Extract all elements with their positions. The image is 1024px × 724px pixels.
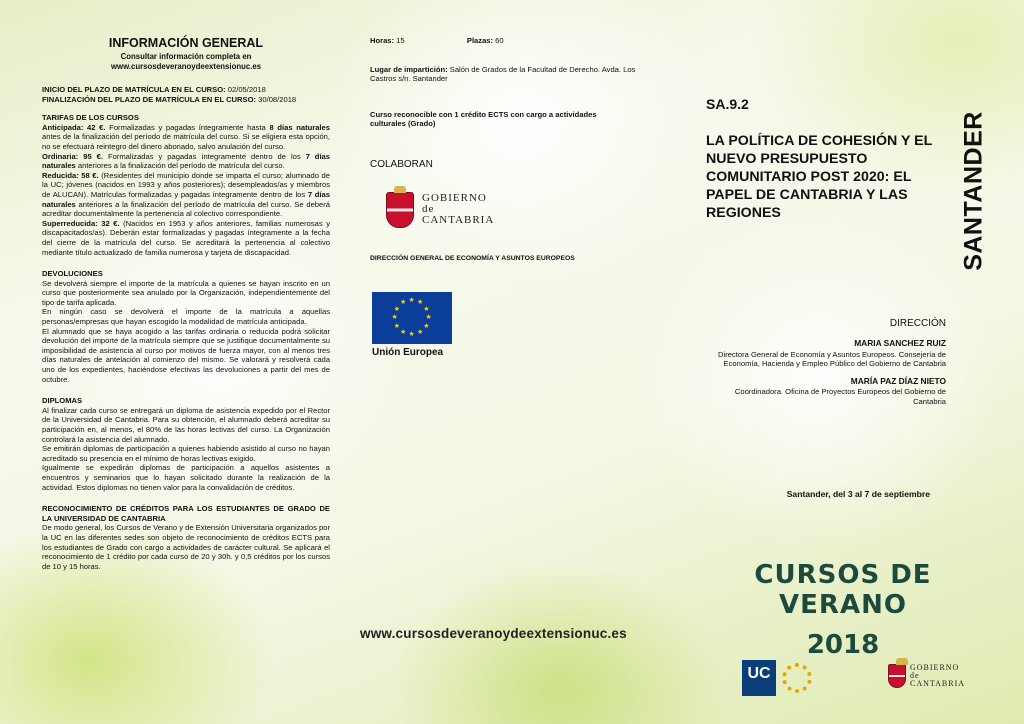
tarifa-anticipada: Anticipada: 42 €. Formalizadas y pagadas íntegramente hasta 8 días naturales antes de la finalización del período de matrícula del curso. Si se eligiera esta opción, no se efectuará reintegro del dinero abonado, salvo anulación del curso. bbox=[42, 122, 330, 151]
details-column bbox=[370, 36, 660, 358]
info-title: INFORMACIÓN GENERAL bbox=[108, 36, 264, 50]
eu-logo bbox=[372, 292, 660, 358]
lugar-label: Lugar de impartición: bbox=[370, 64, 448, 74]
eu-star-icon: ★ bbox=[425, 314, 432, 322]
diplomas-section bbox=[42, 396, 330, 492]
shield-icon bbox=[386, 192, 414, 228]
end-date-value: 30/08/2018 bbox=[256, 94, 297, 104]
course-code: SA.9.2 bbox=[706, 96, 749, 112]
location-vertical-text: SANTANDER bbox=[959, 111, 988, 271]
devoluciones-p1: Se devolverá siempre el importe de la matrícula a quienes se hayan inscrito en un curso que posteriormente sea anulado por la Organización, independientemente del tipo de tarifa aplicada. bbox=[42, 278, 330, 307]
course-title: LA POLÍTICA DE COHESIÓN Y EL NUEVO PRESUPUESTO COMUNITARIO POST 2020: EL PAPEL DE CANTABRIA Y LAS REGIONES bbox=[706, 133, 932, 221]
eu-star-icon: ★ bbox=[393, 322, 401, 330]
eu-star-icon: ★ bbox=[391, 314, 398, 322]
eu-star-icon: ★ bbox=[400, 328, 407, 336]
eu-star-icon: ★ bbox=[417, 328, 424, 336]
footer-website[interactable]: www.cursosdeveranoydeextensionuc.es bbox=[360, 626, 627, 641]
gobierno-cantabria-logo bbox=[386, 192, 660, 228]
horas-value: 15 bbox=[394, 36, 405, 45]
gobierno-small-line2: de bbox=[910, 671, 920, 680]
gobierno-small-logo bbox=[888, 664, 965, 688]
general-info-column bbox=[42, 36, 330, 571]
cursos-title: CURSOS DE VERANO bbox=[754, 560, 932, 620]
director-2-name: MARÍA PAZ DÍAZ NIETO bbox=[850, 375, 946, 386]
director-2-role: Coordinadora. Oficina de Proyectos Europeos del Gobierno de Cantabria bbox=[734, 387, 946, 406]
eu-star-icon: ★ bbox=[408, 331, 415, 339]
ects-note: Curso reconocible con 1 crédito ECTS con cargo a actividades culturales (Grado) bbox=[370, 109, 597, 129]
start-date-label: INICIO DEL PLAZO DE MATRÍCULA EN EL CURSO: bbox=[42, 85, 226, 94]
director-1-role: Directora General de Economía y Asuntos Europeos. Consejería de Economía, Hacienda y Empleo Público del Gobierno de Cantabria bbox=[718, 349, 946, 369]
reconocimiento-p1: De modo general, los Cursos de Verano y de Extensión Universitaria organizados por la UC en las diferentes sedes son objeto de reconocimiento de créditos ECTS para los estudiantes de Grado con cargo a actividades de carácter cultural. Se aplicará el reconocimiento de 1 crédito por cada curso de 20 y 30h. y 0,5 créditos por los cursos de 10 y 15 horas. bbox=[42, 523, 330, 571]
diplomas-p1: Al finalizar cada curso se entregará un diploma de asistencia expedido por el Rector de la Universidad de Cantabria. Para su obtención, el alumnado deberá acreditar su participación en, al menos, el 80% de las horas lectivas del curso. La Organización controlará la asistencia del alumnado. bbox=[42, 405, 330, 444]
gobierno-line2: de bbox=[422, 203, 435, 216]
info-website[interactable]: www.cursosdeveranoydeextensionuc.es bbox=[110, 62, 262, 71]
eu-star-icon: ★ bbox=[423, 322, 430, 330]
diplomas-p2: Se emitirán diplomas de participación a quienes habiendo asistido al curso no hayan acreditado su presencia en el mínimo de horas lectivas exigido. bbox=[42, 444, 330, 463]
reconocimiento-heading: RECONOCIMIENTO DE CRÉDITOS PARA LOS ESTUDIANTES DE GRADO DE LA UNIVERSIDAD DE CANTABRIA bbox=[42, 504, 330, 523]
enrolment-dates bbox=[42, 85, 330, 104]
direccion-general: DIRECCIÓN GENERAL DE ECONOMÍA Y ASUNTOS EUROPEOS bbox=[370, 254, 575, 262]
cursos-year: 2018 bbox=[806, 630, 880, 660]
tarifa-ordinaria: Ordinaria: 95 €. Formalizadas y pagadas íntegramente dentro de los 7 días naturales anteriores a la finalización del período de matrícula del curso. bbox=[42, 151, 331, 171]
direccion-label: DIRECCIÓN bbox=[889, 318, 946, 329]
lugar-value: Salón de Grados de la Facultad de Derecho. Avda. Los Castros s/n. Santander bbox=[370, 64, 636, 84]
gobierno-line1: GOBIERNO bbox=[422, 192, 487, 205]
location-vertical bbox=[944, 96, 1004, 286]
course-column bbox=[706, 96, 946, 222]
reconocimiento-section bbox=[42, 504, 330, 571]
uc-logos bbox=[742, 660, 812, 696]
eu-flag-icon bbox=[372, 292, 452, 344]
diplomas-p3: Igualmente se expedirán diplomas de participación a aquellos asistentes a encuentros y seminarios que lo hayan solicitado durante la realización de la actividad. Estos diplomas no tienen valor para la convalidación de créditos. bbox=[42, 463, 330, 492]
end-date-label: FINALIZACIÓN DEL PLAZO DE MATRÍCULA EN EL CURSO: bbox=[42, 94, 257, 104]
diplomas-heading: DIPLOMAS bbox=[42, 396, 83, 406]
director-1-name: MARIA SANCHEZ RUIZ bbox=[854, 338, 946, 348]
gobierno-small-line1: GOBIERNO bbox=[910, 663, 960, 672]
info-subtitle-line1: Consultar información completa en bbox=[120, 52, 252, 61]
sun-icon bbox=[782, 663, 812, 693]
eu-star-icon: ★ bbox=[393, 305, 401, 313]
gobierno-small-line3: CANTABRIA bbox=[910, 679, 966, 688]
horas-label: Horas: bbox=[370, 36, 395, 45]
gobierno-line3: CANTABRIA bbox=[422, 214, 495, 227]
devoluciones-p2: En ningún caso se devolverá el importe de la matrícula a aquellas personas/empresas que hayan escogido la modalidad de matrícula anticipada. bbox=[42, 307, 330, 327]
plazas-value: 60 bbox=[493, 36, 504, 45]
eu-star-icon: ★ bbox=[423, 305, 430, 313]
tarifas-section bbox=[42, 113, 330, 257]
devoluciones-heading: DEVOLUCIONES bbox=[42, 269, 103, 279]
venue bbox=[370, 65, 655, 84]
devoluciones-section bbox=[42, 269, 330, 384]
start-date-value: 02/05/2018 bbox=[225, 85, 266, 94]
info-subtitle bbox=[42, 52, 330, 72]
colaboran-label: COLABORAN bbox=[370, 158, 433, 170]
tarifa-reducida: Reducida: 58 €. (Residentes del municipio donde se imparta el curso; alumnado de la UC; jóvenes (nacidos en 1993 y años posteriores); desempleados/as y miembros de ALUCAN). Matrículas formalizadas y pagadas íntegramente dentro de los 7 días naturales anteriores a la finalización del período de matrícula del curso. Se deberá acreditar documentalmente la pertenencia al colectivo correspondiente. bbox=[42, 170, 330, 219]
plazas-label: Plazas: bbox=[466, 36, 494, 45]
uc-logo: UC bbox=[742, 660, 776, 696]
union-europea-label: Unión Europea bbox=[372, 346, 444, 358]
direction-block bbox=[690, 318, 946, 407]
eu-star-icon: ★ bbox=[400, 299, 407, 307]
eu-star-icon: ★ bbox=[408, 297, 415, 305]
tarifa-superreducida: Superreducida: 32 €. (Nacidos en 1953 y años anteriores, familias numerosas y discapacitados/as). Deberán estar formalizadas y pagadas íntegramente a la fecha del cierre de la matrícula del curso. Se acreditará la pertenencia al colectivo mediante título actualizado de familia numerosa y tarjeta de discapacidad. bbox=[42, 218, 330, 257]
course-dates: Santander, del 3 al 7 de septiembre bbox=[786, 489, 930, 499]
eu-star-icon: ★ bbox=[417, 299, 424, 307]
tarifas-heading: TARIFAS DE LOS CURSOS bbox=[42, 113, 139, 123]
hours-places bbox=[370, 36, 660, 46]
devoluciones-p3: El alumnado que se haya acogido a las tarifas ordinaria o reducida podrá solicitar devolución del importe de la matrícula siempre que se justifique documentalmente su imposibilidad de asistencia al curso por motivos de fuerza mayor, con al menos tres días naturales de antelación al comienzo del mismo. Se valorará y resolverá cada uno de los expedientes, haciéndose efectivas las devoluciones a partir del mes de octubre. bbox=[42, 326, 330, 384]
cursos-brand bbox=[718, 560, 968, 660]
shield-icon bbox=[888, 664, 906, 688]
